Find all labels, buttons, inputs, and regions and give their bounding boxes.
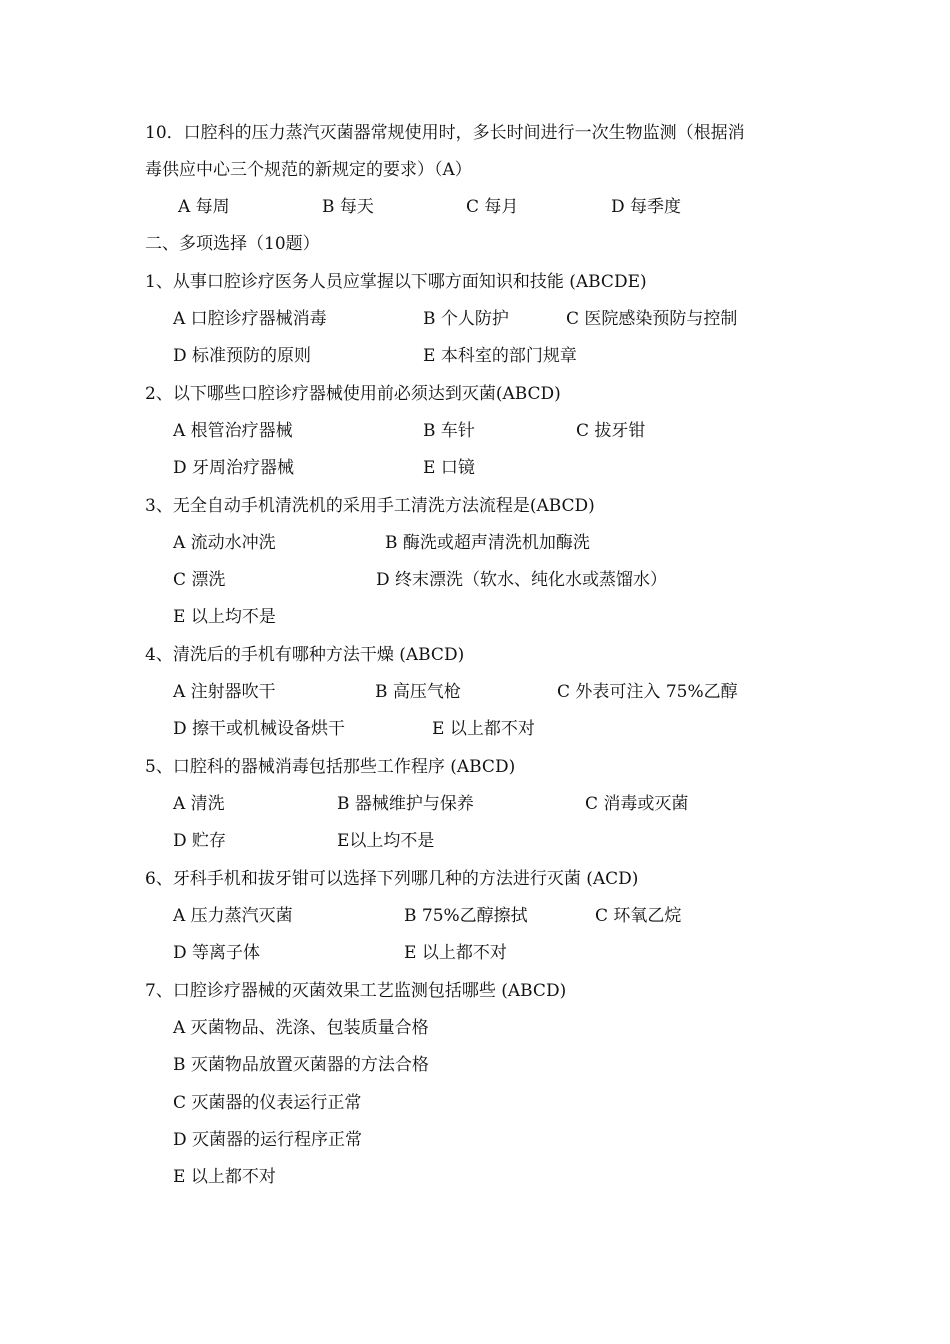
mq1-option-c: C 医院感染预防与控制 bbox=[566, 309, 738, 329]
mq2-option-c: C 拔牙钳 bbox=[576, 421, 646, 441]
mq3-option-c: C 漂洗 bbox=[173, 570, 226, 590]
mq2-option-a: A 根管治疗器械 bbox=[173, 421, 293, 441]
mq5-option-a: A 清洗 bbox=[173, 794, 225, 814]
mq4-option-c: C 外表可注入 75%乙醇 bbox=[557, 682, 738, 702]
q10-stem-line2: 毒供应中心三个规范的新规定的要求）（A） bbox=[145, 160, 472, 180]
mq3-option-d: D 终末漂洗（软水、纯化水或蒸馏水） bbox=[376, 570, 668, 590]
mq6-option-b: B 75%乙醇擦拭 bbox=[404, 906, 528, 926]
mq7-option-e: E 以上都不对 bbox=[173, 1167, 276, 1187]
mq3-option-b: B 酶洗或超声清洗机加酶洗 bbox=[385, 533, 590, 553]
mq2-option-d: D 牙周治疗器械 bbox=[173, 458, 295, 478]
mq5-option-e: E以上均不是 bbox=[337, 831, 435, 851]
mq4-option-d: D 擦干或机械设备烘干 bbox=[173, 719, 346, 739]
mq6-option-a: A 压力蒸汽灭菌 bbox=[173, 906, 293, 926]
mq7-option-d: D 灭菌器的运行程序正常 bbox=[173, 1130, 363, 1150]
q10-stem-line1: 10．口腔科的压力蒸汽灭菌器常规使用时，多长时间进行一次生物监测（根据消 bbox=[145, 123, 745, 143]
section-heading: 二、多项选择（10题） bbox=[145, 234, 320, 254]
mq1-stem: 1、从事口腔诊疗医务人员应掌握以下哪方面知识和技能 (ABCDE) bbox=[145, 272, 647, 292]
mq6-option-c: C 环氧乙烷 bbox=[595, 906, 682, 926]
q10-option-d: D 每季度 bbox=[611, 197, 682, 217]
mq6-stem: 6、牙科手机和拔牙钳可以选择下列哪几种的方法进行灭菌 (ACD) bbox=[145, 869, 639, 889]
q10-option-b: B 每天 bbox=[322, 197, 374, 217]
mq5-stem: 5、口腔科的器械消毒包括那些工作程序 (ABCD) bbox=[145, 757, 516, 777]
mq7-stem: 7、口腔诊疗器械的灭菌效果工艺监测包括哪些 (ABCD) bbox=[145, 981, 567, 1001]
mq2-option-e: E 口镜 bbox=[423, 458, 475, 478]
mq7-option-c: C 灭菌器的仪表运行正常 bbox=[173, 1093, 362, 1113]
q10-option-a: A 每周 bbox=[178, 197, 230, 217]
mq6-option-e: E 以上都不对 bbox=[404, 943, 507, 963]
mq7-option-b: B 灭菌物品放置灭菌器的方法合格 bbox=[173, 1055, 429, 1075]
mq3-stem: 3、无全自动手机清洗机的采用手工清洗方法流程是(ABCD) bbox=[145, 496, 595, 516]
mq1-option-d: D 标准预防的原则 bbox=[173, 346, 312, 366]
q10-option-c: C 每月 bbox=[466, 197, 519, 217]
mq4-option-a: A 注射器吹干 bbox=[173, 682, 276, 702]
mq3-option-e: E 以上均不是 bbox=[173, 607, 276, 627]
mq4-option-b: B 高压气枪 bbox=[375, 682, 461, 702]
mq1-option-e: E 本科室的部门规章 bbox=[423, 346, 577, 366]
mq1-option-a: A 口腔诊疗器械消毒 bbox=[173, 309, 327, 329]
mq7-option-a: A 灭菌物品、洗涤、包装质量合格 bbox=[173, 1018, 429, 1038]
mq1-option-b: B 个人防护 bbox=[423, 309, 509, 329]
mq5-option-c: C 消毒或灭菌 bbox=[585, 794, 689, 814]
mq5-option-d: D 贮存 bbox=[173, 831, 227, 851]
mq2-option-b: B 车针 bbox=[423, 421, 475, 441]
mq6-option-d: D 等离子体 bbox=[173, 943, 261, 963]
mq5-option-b: B 器械维护与保养 bbox=[337, 794, 474, 814]
mq3-option-a: A 流动水冲洗 bbox=[173, 533, 276, 553]
mq4-option-e: E 以上都不对 bbox=[432, 719, 535, 739]
mq2-stem: 2、以下哪些口腔诊疗器械使用前必须达到灭菌(ABCD) bbox=[145, 384, 561, 404]
mq4-stem: 4、清洗后的手机有哪种方法干燥 (ABCD) bbox=[145, 645, 465, 665]
